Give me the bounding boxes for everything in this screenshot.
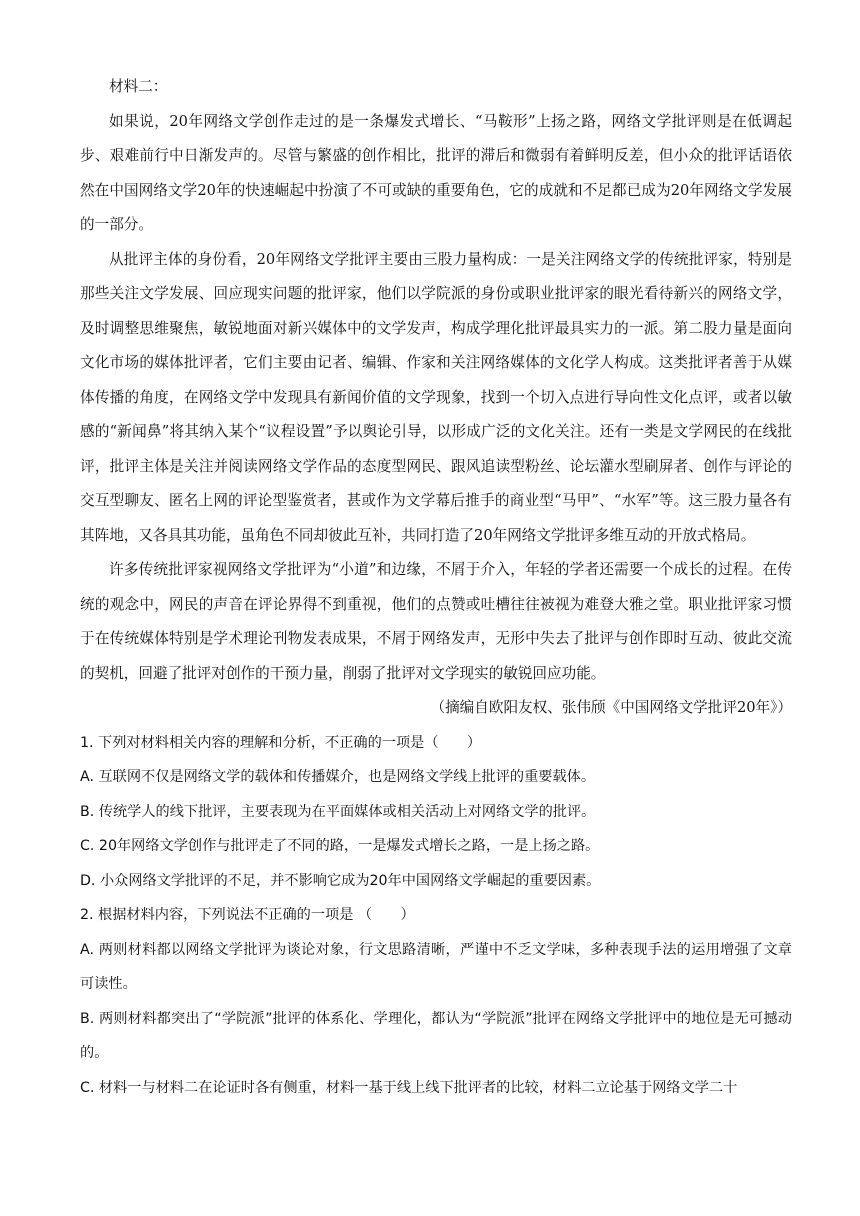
paragraph-3: 许多传统批评家视网络文学批评为“小道”和边缘，不屑于介入，年轻的学者还需要一个成长的过程。在传统的观念中，网民的声音在评论界得不到重视，他们的点赞或吐槽往往被视为难登大雅之堂。职业批评家习惯于在传统媒体特别是学术理论刊物发表成果，不屑于网络发声，无形中失去了批评与创作即时互动、彼此交流的契机，回避了批评对创作的干预力量，削弱了批评对文学现实的敏锐回应功能。: [80, 561, 792, 682]
paragraph-2: 从批评主体的身份看，20年网络文学批评主要由三股力量构成：一是关注网络文学的传统批评家，特别是那些关注文学发展、回应现实问题的批评家，他们以学院派的身份或职业批评家的眼光看待新兴的网络文学，及时调整思维聚焦，敏锐地面对新兴媒体中的文学发声，构成学理化批评最具实力的一派。第二股力量是面向文化市场的媒体批评者，它们主要由记者、编辑、作家和关注网络媒体的文化学人构成。这类批评者善于从媒体传播的角度，在网络文学中发现具有新闻价值的文学现象，找到一个切入点进行导向性文化点评，或者以敏感的“新闻鼻”将其纳入某个“议程设置”予以舆论引导，以形成广泛的文化关注。还有一类是文学网民的在线批评，批评主体是关注并阅读网络文学作品的态度型网民、跟风追读型粉丝、论坛灌水型刷屏者、创作与评论的交互型聊友、匿名上网的评论型鉴赏者，甚或作为文学幕后推手的商业型“马甲”、“水军”等。这三股力量各有其阵地，又各具其功能，虽角色不同却彼此互补，共同打造了20年网络文学批评多维互动的开放式格局。: [80, 250, 792, 544]
question-1-option-c: C. 20年网络文学创作与批评走了不同的路，一是爆发式增长之路，一是上扬之路。: [80, 838, 600, 854]
question-2-option-a: A. 两则材料都以网络文学批评为谈论对象，行文思路清晰，严谨中不乏文学味，多种表现手法的运用增强了文章可读性。: [80, 941, 792, 992]
question-2-stem: 2. 根据材料内容，下列说法不正确的一项是 （ ）: [80, 907, 415, 923]
paragraph-1: 如果说，20年网络文学创作走过的是一条爆发式增长、“马鞍形”上扬之路，网络文学批评则是在低调起步、艰难前行中日渐发声的。尽管与繁盛的创作相比，批评的滞后和微弱有着鲜明反差，但小众的批评话语依然在中国网络文学20年的快速崛起中扮演了不可或缺的重要角色，它的成就和不足都已成为20年网络文学发展的一部分。: [80, 112, 792, 233]
question-2-option-c: C. 材料一与材料二在论证时各有侧重，材料一基于线上线下批评者的比较，材料二立论基于网络文学二十: [80, 1079, 738, 1096]
question-1-option-d: D. 小众网络文学批评的不足，并不影响它成为20年中国网络文学崛起的重要因素。: [80, 872, 601, 889]
material-title: 材料二：: [109, 78, 168, 95]
question-1-option-b: B. 传统学人的线下批评，主要表现为在平面媒体或相关活动上对网络文学的批评。: [80, 803, 596, 820]
question-1-stem: 1. 下列对材料相关内容的理解和分析，不正确的一项是（ ）: [80, 734, 482, 751]
source-citation: （摘编自欧阳友权、张伟颀《中国网络文学批评20年》）: [430, 699, 792, 716]
question-2-option-b: B. 两则材料都突出了“学院派”批评的体系化、学理化，都认为“学院派”批评在网络文学批评中的地位是无可撼动的。: [80, 1010, 792, 1061]
question-1-option-a: A. 互联网不仅是网络文学的载体和传播媒介，也是网络文学线上批评的重要载体。: [80, 769, 596, 785]
